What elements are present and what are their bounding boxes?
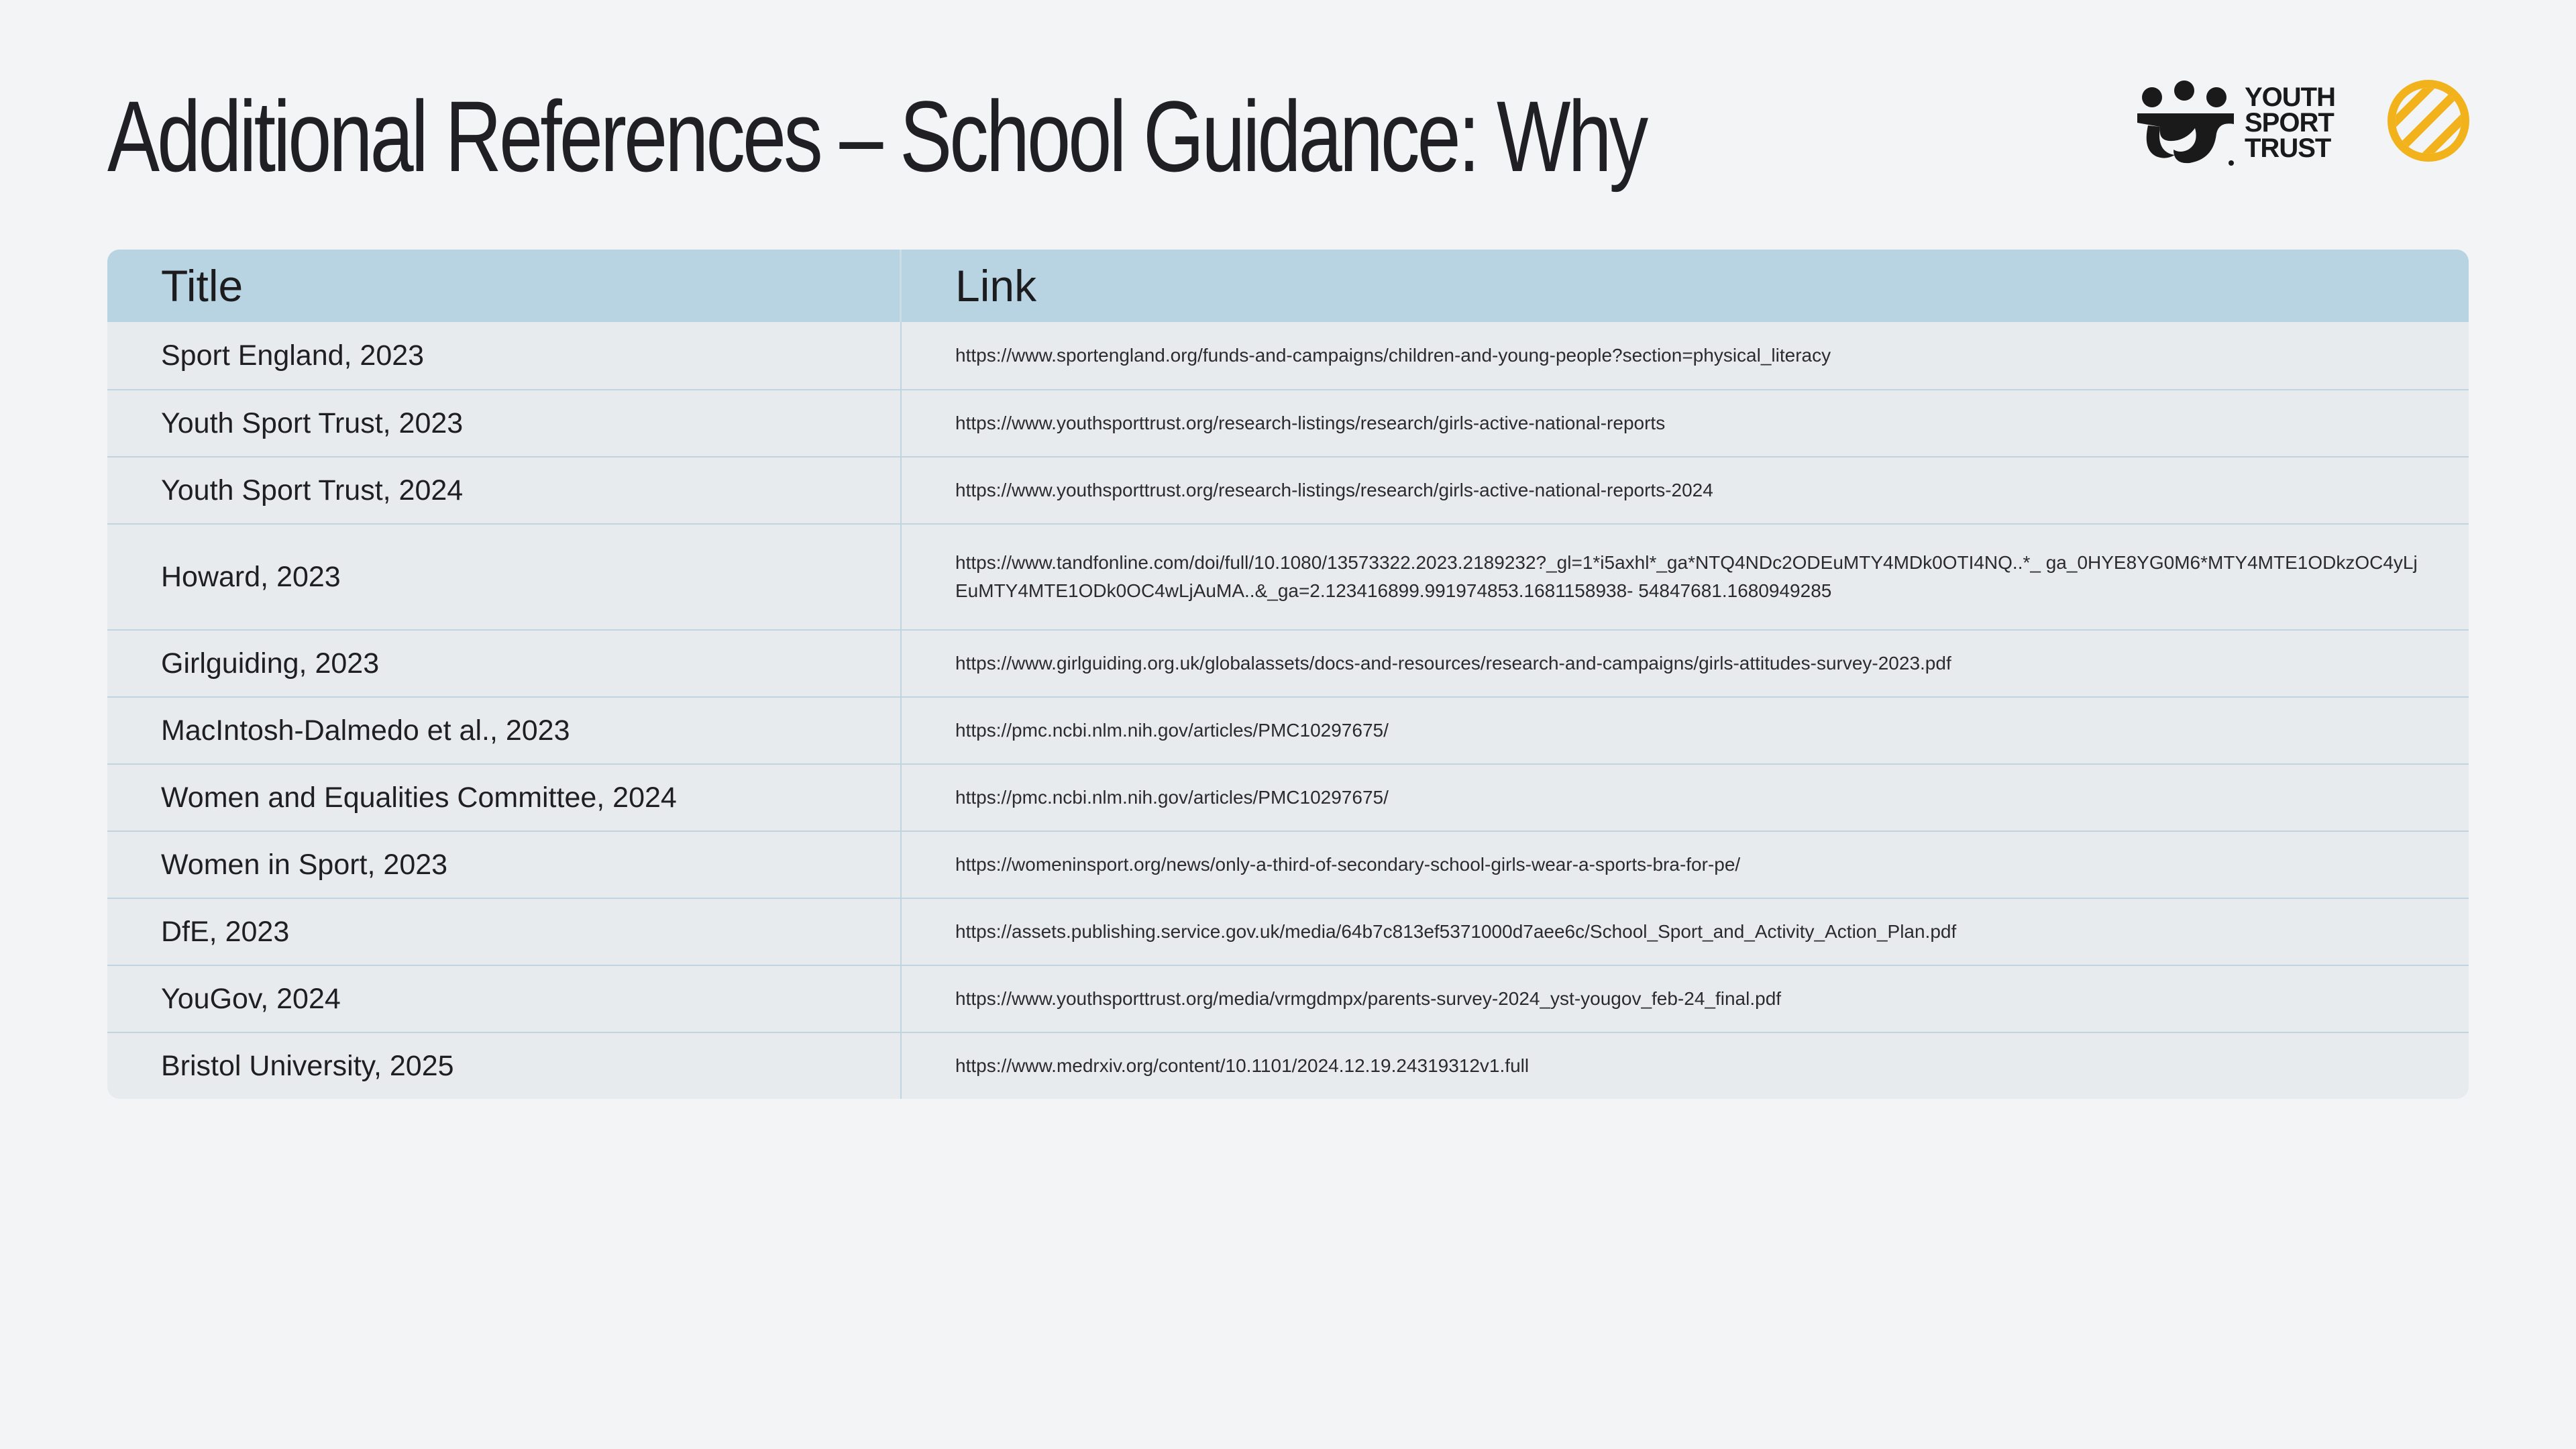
title-cell (107, 966, 902, 1032)
page-title: Additional References – School Guidance: Why (107, 80, 1646, 193)
link-cell (902, 698, 2469, 763)
header-link-label: Link (955, 261, 1037, 311)
table-header (107, 250, 2469, 322)
reference-title: YouGov, 2024 (161, 982, 341, 1015)
header-link-cell (902, 250, 2469, 322)
reference-title: Bristol University, 2025 (161, 1049, 454, 1082)
youth-sport-trust-logo (2133, 79, 2335, 166)
reference-link[interactable]: https://www.youthsporttrust.org/media/vrmgdmpx/parents-survey-2024_yst-yougov_feb-24_final.pdf (955, 988, 1782, 1009)
reference-title: Women and Equalities Committee, 2024 (161, 781, 677, 814)
table-row (107, 1032, 2469, 1099)
reference-link[interactable]: https://pmc.ncbi.nlm.nih.gov/articles/PMC10297675/ (955, 720, 1389, 741)
reference-title: Youth Sport Trust, 2023 (161, 407, 464, 439)
reference-link[interactable]: https://www.girlguiding.org.uk/globalassets/docs-and-resources/research-and-campaigns/girls-attitudes-survey-2023.pdf (955, 653, 1951, 674)
reference-link[interactable]: https://assets.publishing.service.gov.uk/media/64b7c813ef5371000d7aee6c/School_Sport_and_Activity_Action_Plan.pdf (955, 921, 1957, 942)
link-cell (902, 832, 2469, 898)
link-cell (902, 458, 2469, 523)
reference-link[interactable]: https://www.tandfonline.com/doi/full/10.1080/13573322.2023.2189232?_gl=1*i5axhl*_ga*NTQ4NDc2ODEuMTY4MDk0OTI4NQ..*_ ga_0HYE8YG0M6*MTY4MTE1ODkzOC4yLjEuMTY4MTE1ODk0OC4wLjAuMA..&_ga=2.123416899.991974853.1681158938- 54847681.1680949285 (955, 552, 2418, 601)
link-cell (902, 322, 2469, 389)
reference-title: DfE, 2023 (161, 915, 290, 948)
reference-link[interactable]: https://womeninsport.org/news/only-a-third-of-secondary-school-girls-wear-a-sports-bra-for-pe/ (955, 854, 1741, 875)
link-cell (902, 1033, 2469, 1099)
title-cell (107, 322, 902, 389)
wordmark-line-sport: SPORT (2245, 108, 2334, 138)
link-cell (902, 631, 2469, 696)
title-cell (107, 698, 902, 763)
table-row (107, 456, 2469, 523)
table-row (107, 389, 2469, 456)
reference-title: Sport England, 2023 (161, 339, 425, 372)
reference-link[interactable]: https://www.medrxiv.org/content/10.1101/2024.12.19.24319312v1.full (955, 1055, 1529, 1076)
link-cell (902, 899, 2469, 965)
youth-sport-trust-wordmark (2245, 85, 2335, 161)
reference-link[interactable]: https://www.youthsporttrust.org/research-listings/research/girls-active-national-reports (955, 413, 1666, 433)
wordmark-line-trust: TRUST (2245, 133, 2331, 163)
table-row (107, 523, 2469, 629)
table-row (107, 696, 2469, 763)
title-cell (107, 631, 902, 696)
table-row (107, 965, 2469, 1032)
link-cell (902, 966, 2469, 1032)
table-row (107, 322, 2469, 389)
title-cell (107, 390, 902, 456)
title-cell (107, 899, 902, 965)
reference-title: Youth Sport Trust, 2024 (161, 474, 464, 506)
header-title-cell (107, 250, 902, 322)
title-cell (107, 1033, 902, 1099)
reference-title: Girlguiding, 2023 (161, 647, 380, 680)
title-cell (107, 458, 902, 523)
references-table (107, 250, 2469, 1099)
header-title-label: Title (161, 261, 244, 311)
title-cell (107, 525, 902, 629)
reference-link[interactable]: https://pmc.ncbi.nlm.nih.gov/articles/PMC10297675/ (955, 787, 1389, 808)
table-row (107, 763, 2469, 830)
circle-stripes-icon (2387, 79, 2470, 162)
reference-link[interactable]: https://www.sportengland.org/funds-and-campaigns/children-and-young-people?section=physical_literacy (955, 345, 1831, 366)
table-row (107, 629, 2469, 696)
table-row (107, 898, 2469, 965)
link-cell (902, 765, 2469, 830)
link-cell (902, 525, 2469, 629)
table-row (107, 830, 2469, 898)
title-cell (107, 832, 902, 898)
reference-link[interactable]: https://www.youthsporttrust.org/research-listings/research/girls-active-national-reports-2024 (955, 480, 1713, 500)
title-cell (107, 765, 902, 830)
reference-title: Howard, 2023 (161, 560, 341, 593)
reference-title: MacIntosh-Dalmedo et al., 2023 (161, 714, 570, 747)
link-cell (902, 390, 2469, 456)
reference-title: Women in Sport, 2023 (161, 848, 448, 881)
youth-sport-trust-figures-icon (2133, 80, 2235, 166)
wordmark-line-youth: YOUTH (2245, 83, 2335, 112)
